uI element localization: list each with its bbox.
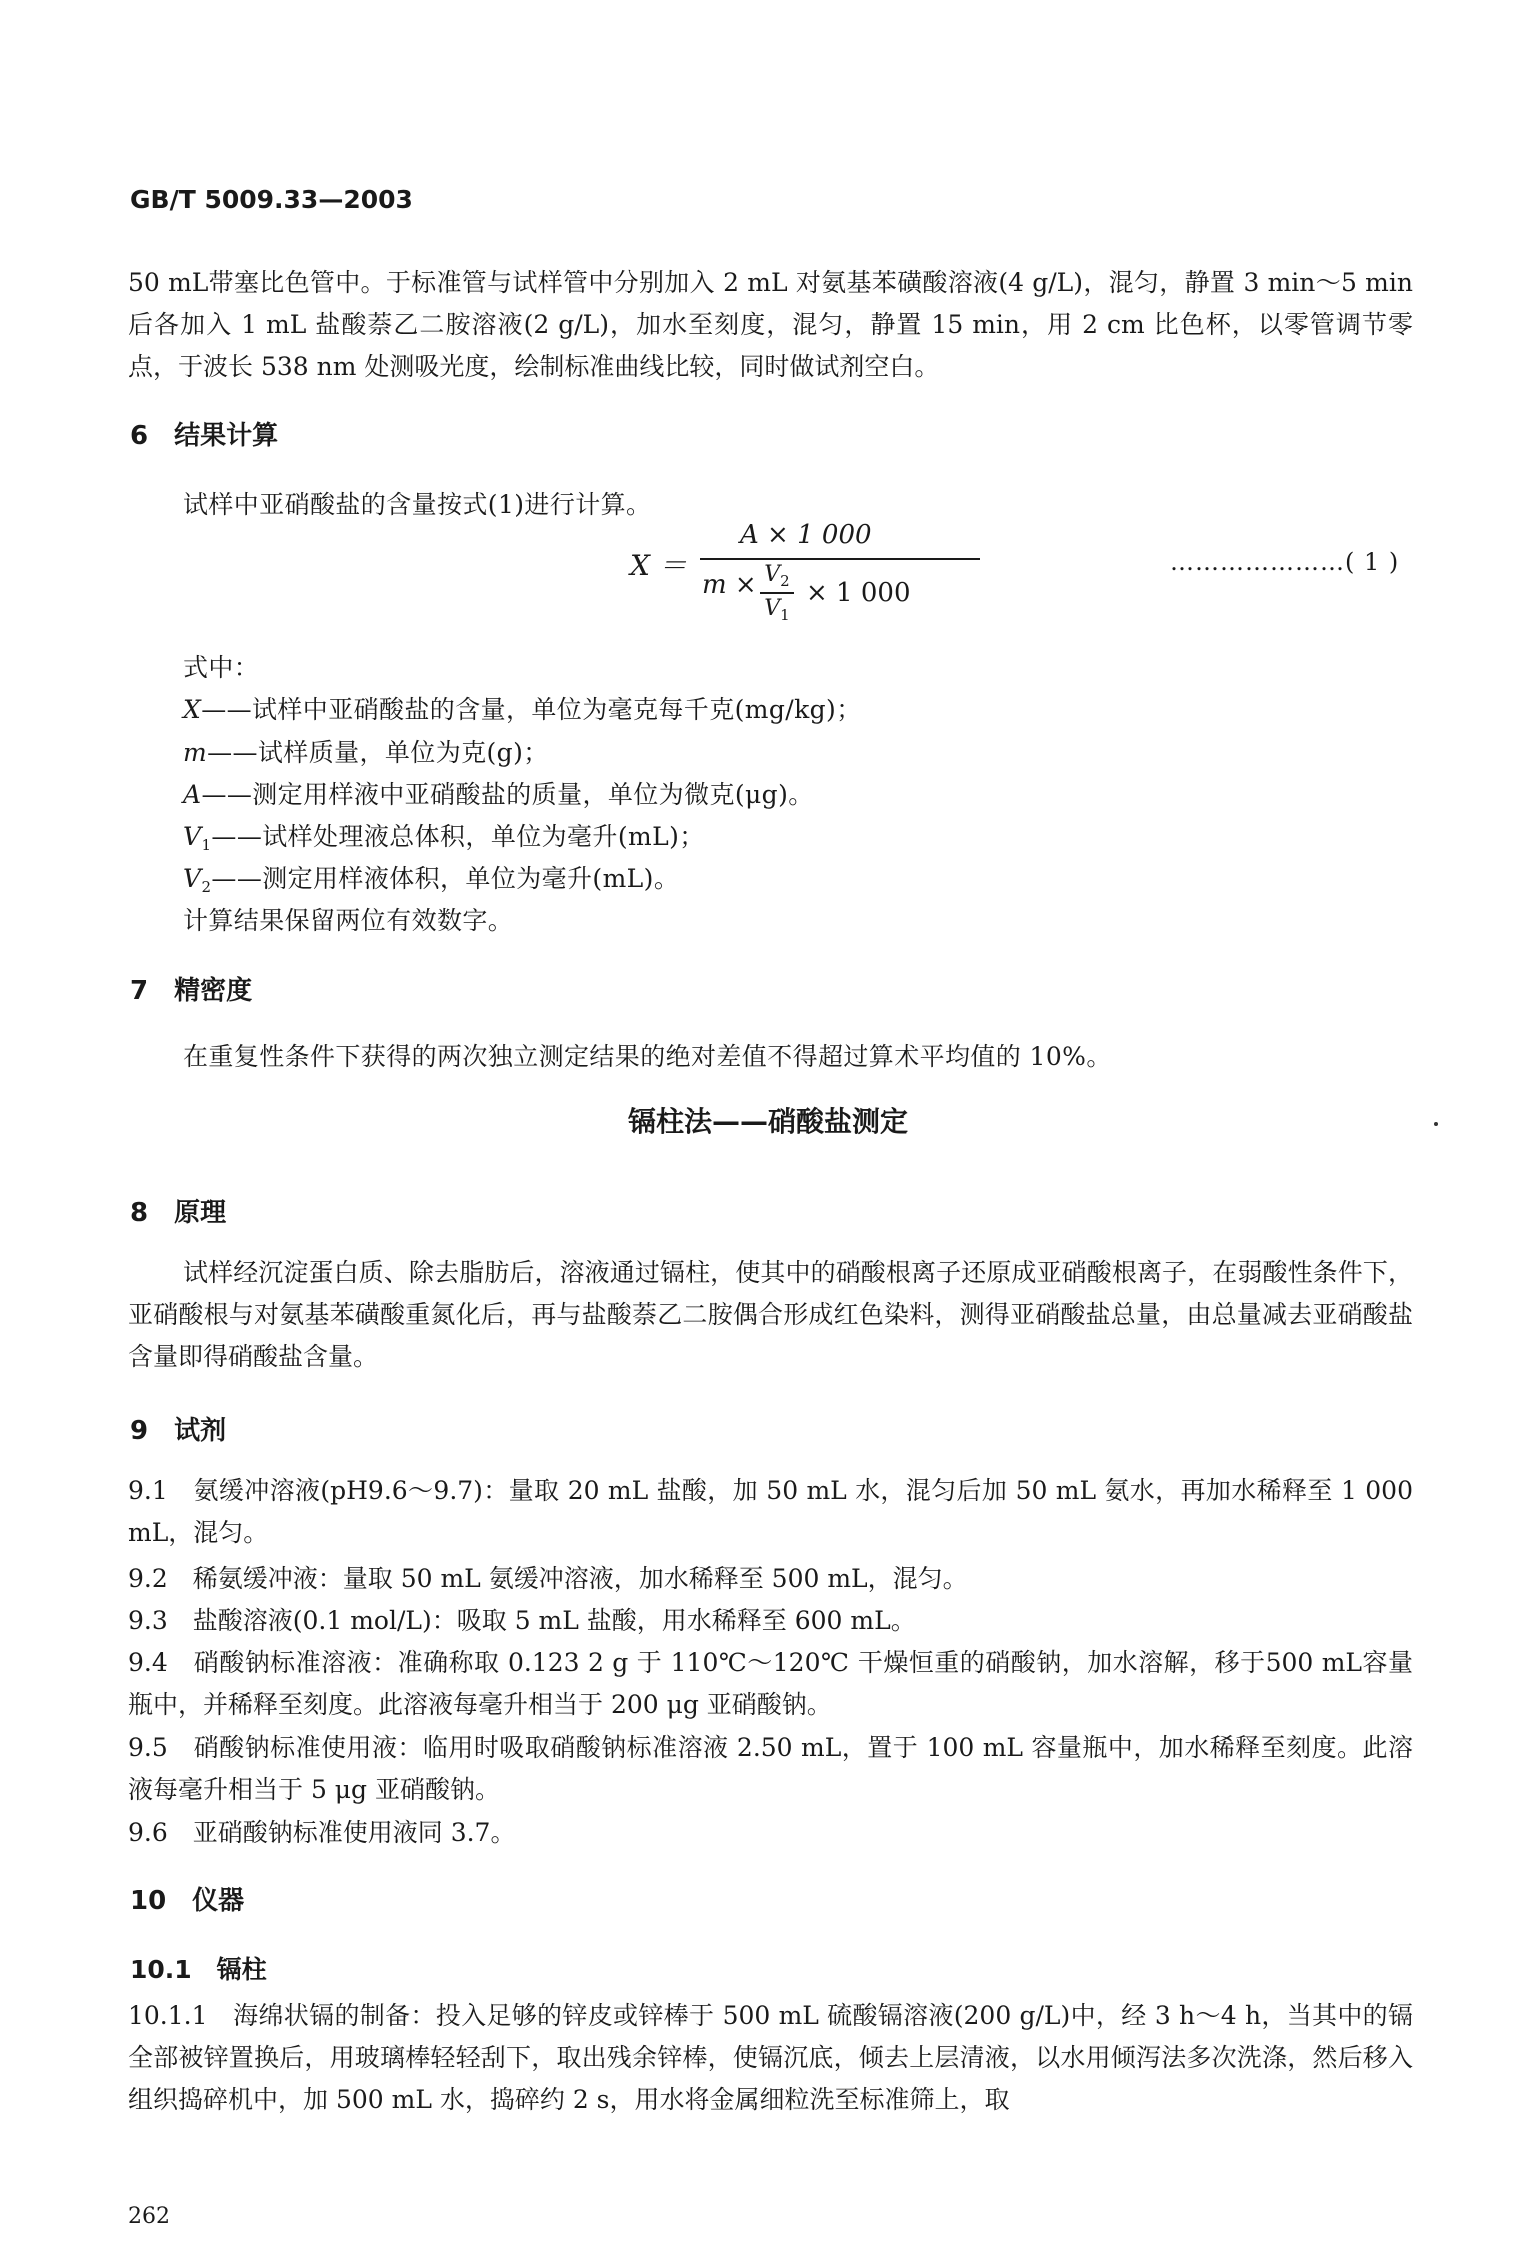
formula-lhs: X ＝ [630,549,687,582]
section-6-title: 6 结果计算 [130,421,279,451]
section-9-title: 9 试剂 [130,1416,227,1446]
formula-numerator: A × 1 000 [740,520,872,550]
reagent-9-5: 9.5 硝酸钠标准使用液：临用时吸取硝酸钠标准溶液 2.50 mL，置于 100 mL 容量瓶中，加水稀释至刻度。此溶液每毫升相当于 5 μg 亚硝酸钠。 [128,1733,1413,1804]
where-item-x: X——试样中亚硝酸盐的含量，单位为毫克每千克(mg/kg)； [183,695,862,724]
where-item-a: A——测定用样液中亚硝酸盐的质量，单位为微克(μg)。 [183,780,814,809]
section-10-1-1-text: 10.1.1 海绵状镉的制备：投入足够的锌皮或锌棒于 500 mL 硫酸镉溶液(200 g/L)中，经 3 h～4 h，当其中的镉全部被锌置换后，用玻璃棒轻轻刮下，取出残余锌棒，使镉沉底，倾去上层清液，以水用倾泻法多次洗涤，然后移入组织捣碎机中，加 500 mL 水，捣碎约 2 s，用水将金属细粒洗至标准筛上，取 [128,2001,1413,2114]
section-10-1-title: 10.1 镉柱 [130,1955,267,1984]
reagent-9-2: 9.2 稀氨缓冲液：量取 50 mL 氨缓冲溶液，加水稀释至 500 mL，混匀。 [128,1564,968,1593]
where-item-v1: $V_1——$试样处理液总体积，单位为毫升(mL)； [183,822,705,854]
section-8-title: 8 原理 [130,1198,227,1228]
where-note: 计算结果保留两位有效数字。 [183,906,514,935]
inner-frac-num: V [764,562,781,587]
fraction-bar [700,558,980,560]
inner-fraction [760,562,794,624]
formula-den-m: m × [702,570,757,600]
paragraph-colorimetry: 50 mL带塞比色管中。于标准管与试样管中分别加入 2 mL 对氨基苯磺酸溶液(4 g/L)，混匀，静置 3 min～5 min 后各加入 1 mL 盐酸萘乙二胺溶液(2 g/L)，加水至刻度，混匀，静置 15 min，用 2 cm 比色杯，以零管调节零点，于波长 538 nm 处测吸光度，绘制标准曲线比较，同时做试剂空白。 [128,268,1413,381]
part-title: 镉柱法——硝酸盐测定 [627,1105,908,1138]
where-item-m: m——试样质量，单位为克(g)； [183,738,549,767]
section-6-intro: 试样中亚硝酸盐的含量按式(1)进行计算。 [183,490,652,519]
reagent-9-6: 9.6 亚硝酸钠标准使用液同 3.7。 [128,1818,516,1847]
inner-frac-den: V [764,596,781,621]
standard-id: GB/T 5009.33—2003 [130,185,413,214]
section-8-text: 试样经沉淀蛋白质、除去脂肪后，溶液通过镉柱，使其中的硝酸根离子还原成亚硝酸根离子，在弱酸性条件下，亚硝酸根与对氨基苯磺酸重氮化后，再与盐酸萘乙二胺偶合形成红色染料，测得亚硝酸盐总量，由总量减去亚硝酸盐含量即得硝酸盐含量。 [128,1258,1413,1371]
equation-number: …………………( 1 ) [1170,548,1400,576]
inner-frac-num-sub: 2 [780,572,790,590]
scan-speck [1434,1122,1438,1126]
reagent-9-1: 9.1 氨缓冲溶液(pH9.6～9.7)：量取 20 mL 盐酸，加 50 mL 水，混匀后加 50 mL 氨水，再加水稀释至 1 000 mL，混匀。 [128,1476,1413,1547]
where-item-v2: $V_2——$测定用样液体积，单位为毫升(mL)。 [183,864,680,896]
reagent-9-4: 9.4 硝酸钠标准溶液：准确称取 0.123 2 g 于 110℃～120℃ 干燥恒重的硝酸钠，加水溶解，移于500 mL容量瓶中，并稀释至刻度。此溶液每毫升相当于 200 μg 亚硝酸钠。 [128,1648,1413,1719]
inner-frac-den-sub: 1 [780,606,790,624]
section-10-title: 10 仪器 [130,1886,245,1916]
section-7-title: 7 精密度 [130,976,253,1006]
where-label: 式中： [183,653,260,682]
page-number: 262 [128,2204,170,2229]
section-7-text: 在重复性条件下获得的两次独立测定结果的绝对差值不得超过算术平均值的 10%。 [183,1042,1112,1071]
reagent-9-3: 9.3 盐酸溶液(0.1 mol/L)：吸取 5 mL 盐酸，用水稀释至 600 mL。 [128,1606,916,1635]
formula-den-tail: × 1 000 [806,578,911,608]
